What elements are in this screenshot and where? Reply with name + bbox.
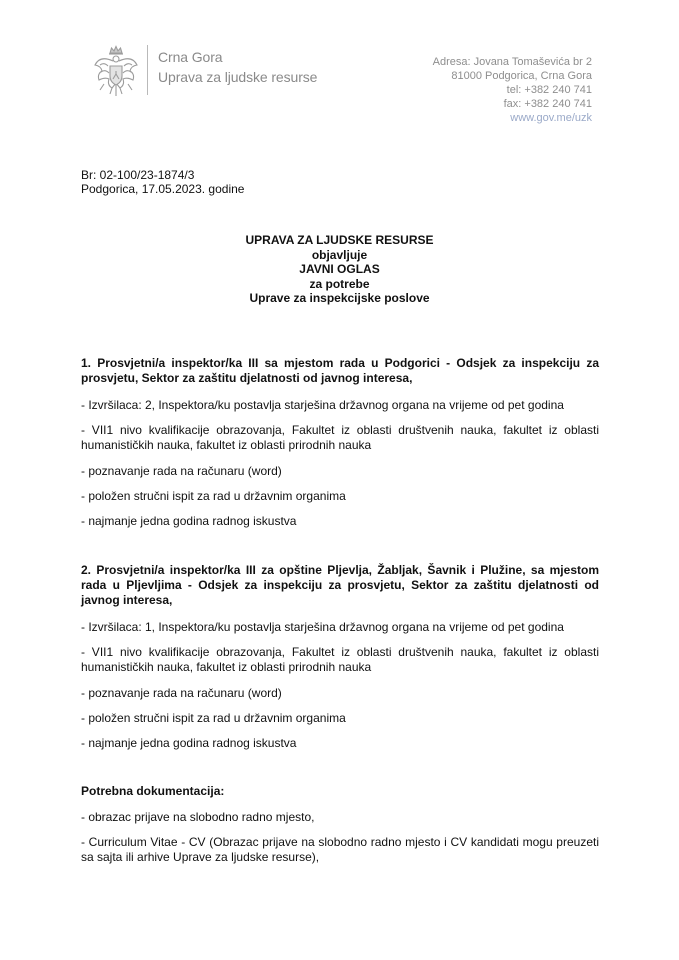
title-line-2: objavljuje	[311, 247, 368, 262]
header-divider	[147, 45, 148, 95]
position-requirement: - Izvršilaca: 1, Inspektora/ku postavlja starješina državnog organa na vrijeme od pet godina	[81, 620, 564, 634]
organization-name	[158, 47, 317, 87]
reference-place-date: Podgorica, 17.05.2023. godine	[81, 182, 245, 196]
reference-block	[81, 168, 244, 196]
title-line-3: JAVNI OGLAS	[299, 262, 380, 276]
contact-tel: tel: +382 240 741	[506, 84, 592, 96]
position-heading: 1. Prosvjetni/a inspektor/ka III sa mjestom rada u Podgorici - Odsjek za inspekciju za prosvjetu, Sektor za zaštitu djelatnosti od javnog interesa,	[81, 356, 599, 385]
announcement-body	[81, 356, 599, 865]
title-line-1: UPRAVA ZA LJUDSKE RESURSE	[245, 233, 434, 247]
reference-number: Br: 02-100/23-1874/3	[81, 168, 195, 182]
documentation-title: Potrebna dokumentacija:	[81, 784, 225, 798]
announcement-title	[0, 233, 679, 306]
position-requirement: - položen stručni ispit za rad u državnim organima	[81, 711, 346, 725]
position-requirement: - najmanje jedna godina radnog iskustva	[81, 514, 297, 528]
position-section	[81, 356, 599, 529]
documentation-section	[81, 784, 599, 865]
position-requirement: - Izvršilaca: 2, Inspektora/ku postavlja starješina državnog organa na vrijeme od pet godina	[81, 398, 564, 412]
contact-block	[433, 55, 592, 125]
documentation-item: - obrazac prijave na slobodno radno mjesto,	[81, 810, 315, 824]
title-line-4: za potrebe	[309, 276, 370, 291]
org-country: Crna Gora	[158, 49, 223, 65]
position-requirement: - poznavanje rada na računaru (word)	[81, 464, 282, 478]
title-line-5: Uprave za inspekcijske poslove	[249, 291, 430, 305]
org-agency: Uprava za ljudske resurse	[158, 69, 318, 85]
contact-address-line2: 81000 Podgorica, Crna Gora	[451, 70, 592, 82]
position-requirement: - VII1 nivo kvalifikacije obrazovanja, Fakultet iz oblasti društvenih nauka, fakultet iz oblasti humanističkih nauka, fakultet iz oblasti prirodnih nauka	[81, 423, 599, 452]
position-requirement: - najmanje jedna godina radnog iskustva	[81, 736, 297, 750]
position-requirement: - položen stručni ispit za rad u državnim organima	[81, 489, 346, 503]
contact-fax: fax: +382 240 741	[503, 98, 592, 110]
position-heading: 2. Prosvjetni/a inspektor/ka III za opštine Pljevlja, Žabljak, Šavnik i Plužine, sa mjestom rada u Pljevljima - Odsjek za inspekciju za prosvjetu, Sektor za zaštitu djelatnosti od javnog interesa,	[81, 563, 599, 607]
montenegro-coat-of-arms-icon	[92, 44, 140, 100]
contact-website-link[interactable]: www.gov.me/uzk	[510, 112, 592, 124]
contact-address-line1: Adresa: Jovana Tomaševića br 2	[432, 56, 592, 68]
position-requirement: - VII1 nivo kvalifikacije obrazovanja, Fakultet iz oblasti društvenih nauka, fakultet iz oblasti humanističkih nauka, fakultet iz oblasti prirodnih nauka	[81, 645, 599, 674]
position-section	[81, 563, 599, 751]
documentation-item: - Curriculum Vitae - CV (Obrazac prijave na slobodno radno mjesto i CV kandidati mogu preuzeti sa sajta ili arhive Uprave za ljudske resurse),	[81, 835, 599, 864]
position-requirement: - poznavanje rada na računaru (word)	[81, 686, 282, 700]
